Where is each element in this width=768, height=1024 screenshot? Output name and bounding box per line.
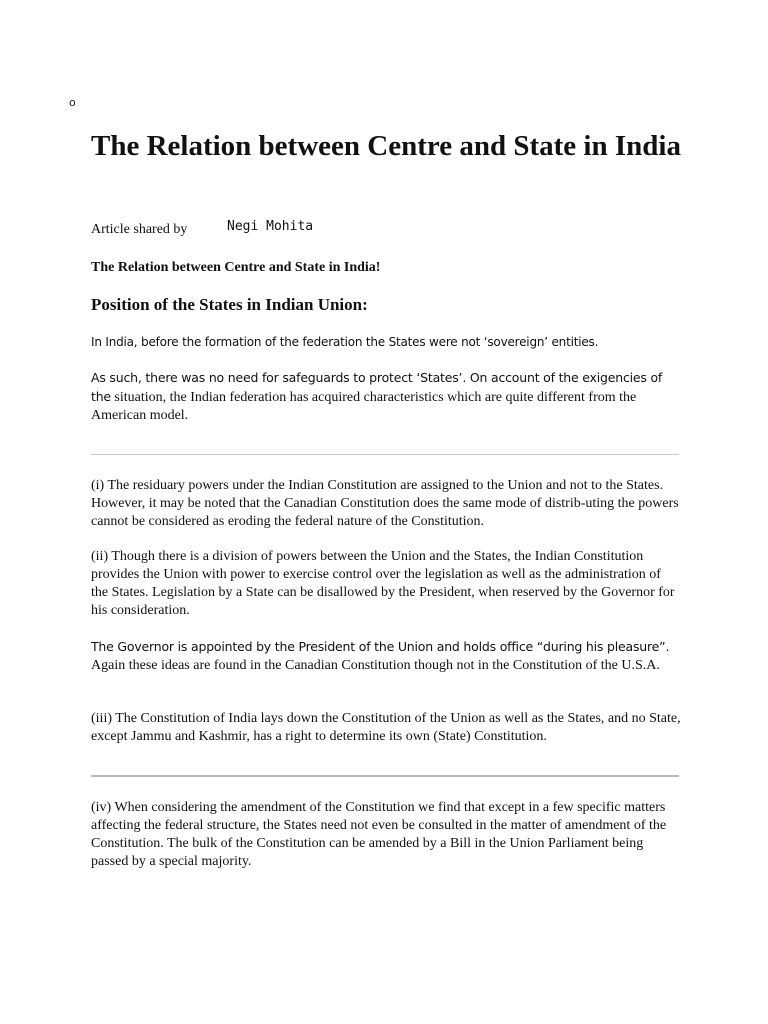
paragraph-1: In India, before the formation of the federation the States were not ‘sovereign’ entities.	[91, 335, 599, 349]
byline-label: Article shared by	[91, 222, 188, 237]
paragraph-2-part-b: situation, the Indian federation has acquired characteristics which are quite different from the American model.	[91, 390, 637, 423]
paragraph-3: (i) The residuary powers under the Indian Constitution are assigned to the Union and not to the States. However, it may be noted that the Canadian Constitution does the same mode of distrib-uting the powers cannot be considered as eroding the federal nature of the Constitution.	[91, 478, 679, 529]
paragraph-5-part-b: Again these ideas are found in the Canadian Constitution though not in the Constitution of the U.S.A.	[91, 658, 660, 673]
divider	[91, 454, 679, 455]
paragraph-4: (ii) Though there is a division of powers between the Union and the States, the Indian Constitution provides the Union with power to exercise control over the legislation as well as the administration of the States. Legislation by a State can be disallowed by the President, when reserved by the Governor for his consideration.	[91, 549, 675, 618]
paragraph-6: (iii) The Constitution of India lays down the Constitution of the Union as well as the States, and no State, except Jammu and Kashmir, has a right to determine its own (State) Constitution.	[91, 711, 681, 744]
lead-text: The Relation between Centre and State in India!	[91, 260, 381, 275]
paragraph-7: (iv) When considering the amendment of the Constitution we find that except in a few specific matters affecting the federal structure, the States need not even be consulted in the matter of amendment of the Constitution. The bulk of the Constitution can be amended by a Bill in the Union Parliament being passed by a special majority.	[91, 800, 667, 869]
paragraph-5	[91, 638, 681, 675]
list-bullet: o	[69, 96, 76, 109]
author-name: Negi Mohita	[227, 219, 314, 234]
divider	[91, 775, 679, 777]
article-title: The Relation between Centre and State in India	[91, 130, 681, 162]
paragraph-5-part-a: The Governor is appointed by the President of the Union and holds office “during his pleasure”.	[91, 639, 670, 654]
paragraph-2-part-a: As such, there was no need for safeguards to protect ‘States’. On account of the exigencies of the	[91, 370, 663, 404]
paragraph-2	[91, 369, 681, 425]
section-heading: Position of the States in Indian Union:	[91, 295, 368, 314]
